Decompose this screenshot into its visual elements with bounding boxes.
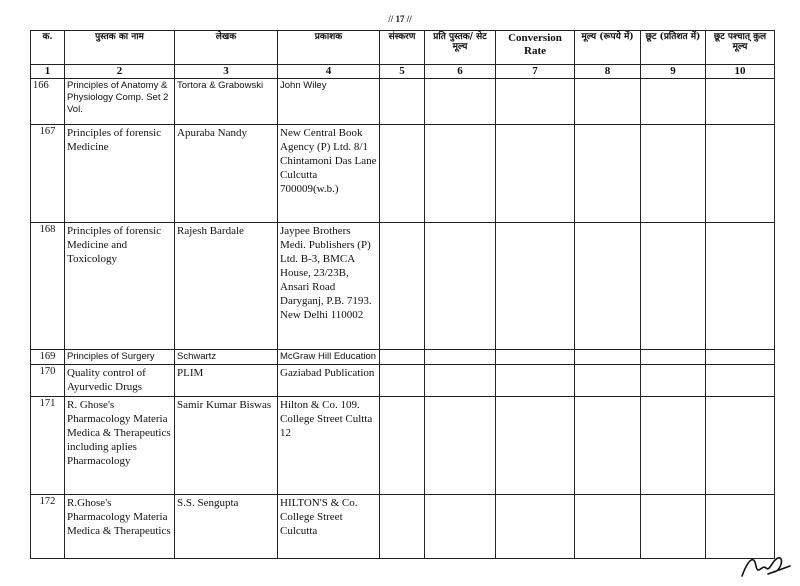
price-rupees-cell xyxy=(575,397,641,495)
column-number: 7 xyxy=(496,65,575,79)
price-per-set-cell xyxy=(425,79,496,125)
total-cell xyxy=(706,79,775,125)
page-number: // 17 // xyxy=(388,14,412,24)
column-number: 10 xyxy=(706,65,775,79)
book-author: Apuraba Nandy xyxy=(175,125,278,223)
book-author: S.S. Sengupta xyxy=(175,495,278,559)
price-rupees-cell xyxy=(575,365,641,397)
header-serial: क. xyxy=(31,31,65,65)
serial-number: 168 xyxy=(31,223,65,350)
column-number: 1 xyxy=(31,65,65,79)
price-per-set-cell xyxy=(425,495,496,559)
serial-number: 171 xyxy=(31,397,65,495)
table-row xyxy=(31,223,775,350)
serial-number: 170 xyxy=(31,365,65,397)
discount-cell xyxy=(641,495,706,559)
column-number-row xyxy=(31,65,775,79)
book-title: Principles of Anatomy & Physiology Comp. Set 2 Vol. xyxy=(65,79,175,125)
total-cell xyxy=(706,223,775,350)
edition-cell xyxy=(380,125,425,223)
table-row xyxy=(31,79,775,125)
price-rupees-cell xyxy=(575,125,641,223)
column-number: 3 xyxy=(175,65,278,79)
price-rupees-cell xyxy=(575,495,641,559)
discount-cell xyxy=(641,125,706,223)
book-publisher: John Wiley xyxy=(278,79,380,125)
book-title: R.Ghose's Pharmacology Materia Medica & Therapeutics xyxy=(65,495,175,559)
book-publisher: Hilton & Co. 109. College Street Cultta 12 xyxy=(278,397,380,495)
column-number: 9 xyxy=(641,65,706,79)
book-publisher: HILTON'S & Co. College Street Culcutta xyxy=(278,495,380,559)
price-per-set-cell xyxy=(425,125,496,223)
conversion-rate-cell xyxy=(496,350,575,365)
table-row xyxy=(31,350,775,365)
book-publisher: New Central Book Agency (P) Ltd. 8/1 Chintamoni Das Lane Culcutta 700009(w.b.) xyxy=(278,125,380,223)
edition-cell xyxy=(380,495,425,559)
book-publisher: McGraw Hill Education xyxy=(278,350,380,365)
serial-number: 167 xyxy=(31,125,65,223)
conversion-rate-cell xyxy=(496,125,575,223)
book-list-table xyxy=(30,30,775,559)
table-row xyxy=(31,365,775,397)
book-title: R. Ghose's Pharmacology Materia Medica & Therapeutics including aplies Pharmacology xyxy=(65,397,175,495)
header-row xyxy=(31,31,775,65)
table-row xyxy=(31,397,775,495)
edition-cell xyxy=(380,223,425,350)
discount-cell xyxy=(641,223,706,350)
book-title: Principles of Surgery xyxy=(65,350,175,365)
conversion-rate-cell xyxy=(496,223,575,350)
book-title: Quality control of Ayurvedic Drugs xyxy=(65,365,175,397)
book-author: Rajesh Bardale xyxy=(175,223,278,350)
edition-cell xyxy=(380,397,425,495)
header-total-after-discount: छूट पश्चात् कुल मूल्य xyxy=(706,31,775,65)
total-cell xyxy=(706,365,775,397)
table-row xyxy=(31,125,775,223)
header-conversion-rate: Conversion Rate xyxy=(496,31,575,65)
book-author: Schwartz xyxy=(175,350,278,365)
conversion-rate-cell xyxy=(496,365,575,397)
price-rupees-cell xyxy=(575,350,641,365)
discount-cell xyxy=(641,350,706,365)
column-number: 5 xyxy=(380,65,425,79)
discount-cell xyxy=(641,365,706,397)
serial-number: 169 xyxy=(31,350,65,365)
edition-cell xyxy=(380,365,425,397)
price-rupees-cell xyxy=(575,79,641,125)
header-discount-percent: छूट (प्रतिशत में) xyxy=(641,31,706,65)
conversion-rate-cell xyxy=(496,79,575,125)
edition-cell xyxy=(380,79,425,125)
column-number: 8 xyxy=(575,65,641,79)
total-cell xyxy=(706,350,775,365)
header-publisher: प्रकाशक xyxy=(278,31,380,65)
book-publisher: Jaypee Brothers Medi. Publishers (P) Ltd. B-3, BMCA House, 23/23B, Ansari Road Daryganj, P.B. 7193. New Delhi 110002 xyxy=(278,223,380,350)
total-cell xyxy=(706,125,775,223)
header-edition: संस्करण xyxy=(380,31,425,65)
column-number: 6 xyxy=(425,65,496,79)
price-per-set-cell xyxy=(425,365,496,397)
signature-mark xyxy=(738,546,792,582)
price-rupees-cell xyxy=(575,223,641,350)
column-number: 2 xyxy=(65,65,175,79)
header-price-rupees: मूल्य (रूपये में) xyxy=(575,31,641,65)
book-author: PLIM xyxy=(175,365,278,397)
discount-cell xyxy=(641,397,706,495)
book-title: Principles of forensic Medicine xyxy=(65,125,175,223)
conversion-rate-cell xyxy=(496,495,575,559)
header-price-per-set: प्रति पुस्तक/ सेट मूल्य xyxy=(425,31,496,65)
conversion-rate-cell xyxy=(496,397,575,495)
total-cell xyxy=(706,397,775,495)
book-publisher: Gaziabad Publication xyxy=(278,365,380,397)
table-row xyxy=(31,495,775,559)
price-per-set-cell xyxy=(425,350,496,365)
header-author: लेखक xyxy=(175,31,278,65)
edition-cell xyxy=(380,350,425,365)
book-author: Tortora & Grabowski xyxy=(175,79,278,125)
serial-number: 172 xyxy=(31,495,65,559)
book-author: Samir Kumar Biswas xyxy=(175,397,278,495)
discount-cell xyxy=(641,79,706,125)
serial-number: 166 xyxy=(31,79,65,125)
header-book-name: पुस्तक का नाम xyxy=(65,31,175,65)
price-per-set-cell xyxy=(425,223,496,350)
column-number: 4 xyxy=(278,65,380,79)
book-title: Principles of forensic Medicine and Toxicology xyxy=(65,223,175,350)
price-per-set-cell xyxy=(425,397,496,495)
